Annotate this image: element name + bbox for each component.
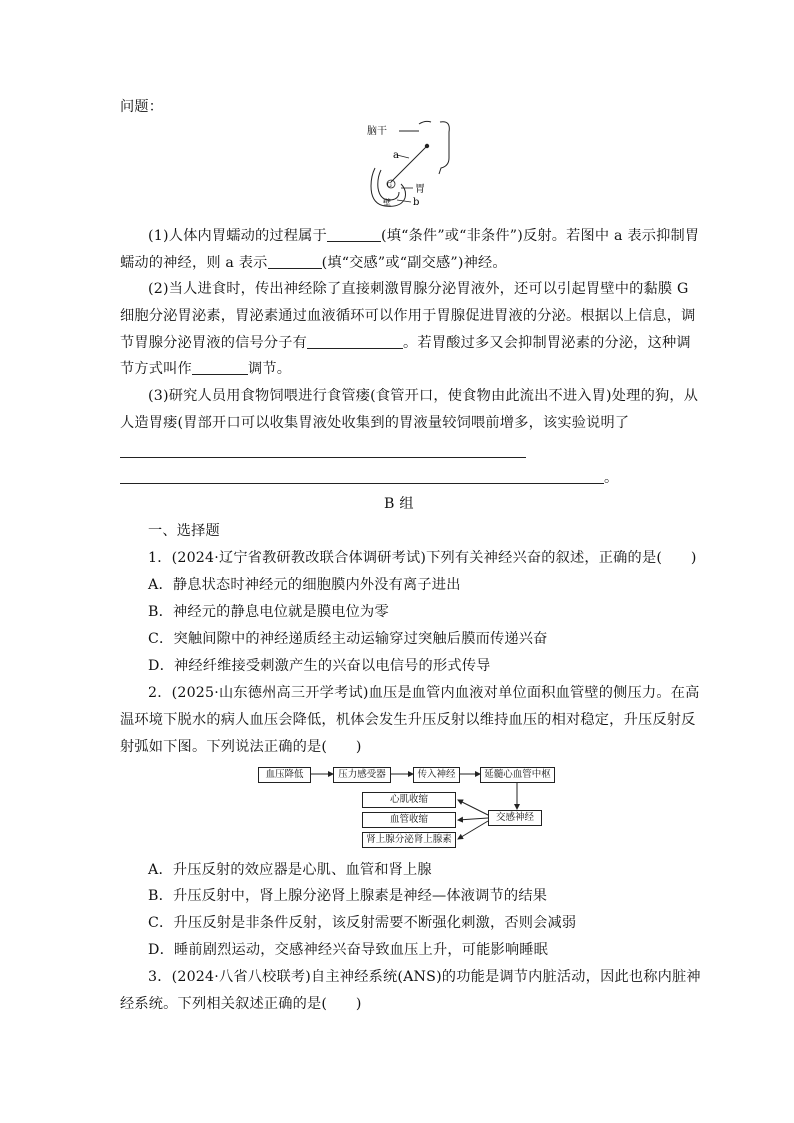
flow-node-heart-contraction: 心肌收缩 xyxy=(362,792,456,808)
mcq1-option-a[interactable]: A．静息状态时神经元的细胞膜内外没有离子进出 xyxy=(148,577,461,593)
mcq2-stem-line3: 射弧如下图。下列说法正确的是( ) xyxy=(120,739,362,755)
mcq1-option-b[interactable]: B．神经元的静息电位就是膜电位为零 xyxy=(148,604,389,620)
intro-label: 问题： xyxy=(120,99,164,115)
part-title: 一、选择题 xyxy=(148,523,220,539)
label-cell-g: G xyxy=(387,182,392,189)
answer-blank[interactable] xyxy=(268,254,322,269)
flow-node-baroreceptor: 压力感受器 xyxy=(333,767,391,783)
flow-node-medulla-center: 延髓心血管中枢 xyxy=(480,767,555,783)
mcq1-stem: 1．(2024·辽宁省教研教改联合体调研考试)下列有关神经兴奋的叙述，正确的是( ) xyxy=(148,550,697,566)
q2-line2: 细胞分泌胃泌素，胃泌素通过血液循环可以作用于胃腺促进胃液的分泌。根据以上信息，调 xyxy=(120,308,696,324)
mcq3-stem-line2: 经系统。下列相关叙述正确的是( ) xyxy=(120,996,362,1012)
section-title: B 组 xyxy=(384,496,414,512)
flow-node-sympathetic: 交感神经 xyxy=(488,810,542,826)
q3-end-mark: 。 xyxy=(604,470,619,486)
label-brainstem: 脑干 xyxy=(367,126,387,137)
stomach-nerve-diagram xyxy=(345,118,465,216)
label-nerve-a: a xyxy=(393,150,399,161)
answer-line[interactable] xyxy=(120,457,526,458)
mcq2-option-d[interactable]: D．睡前剧烈运动，交感神经兴奋导致血压上升，可能影响睡眠 xyxy=(148,942,549,958)
answer-blank[interactable] xyxy=(192,360,248,375)
flow-node-adrenal: 肾上腺分泌肾上腺素 xyxy=(362,832,456,848)
q2-line3: 节胃腺分泌胃液的信号分子有 。若胃酸过多又会抑制胃泌素的分泌，这种调 xyxy=(120,335,691,351)
mcq2-option-c[interactable]: C．升压反射是非条件反射，该反射需要不断强化刺激，否则会减弱 xyxy=(148,915,577,931)
flow-node-afferent: 传入神经 xyxy=(413,767,460,783)
q3-line1: (3)研究人员用食物饲喂进行食管瘘(食管开口，使食物由此流出不进入胃)处理的狗，从 xyxy=(148,388,699,404)
mcq2-option-b[interactable]: B．升压反射中，肾上腺分泌肾上腺素是神经—体液调节的结果 xyxy=(148,888,548,904)
answer-blank[interactable] xyxy=(307,334,403,349)
mcq1-option-d[interactable]: D．神经纤维接受刺激产生的兴奋以电信号的形式传导 xyxy=(148,658,491,674)
label-nerve-b: b xyxy=(413,197,420,208)
flow-node-vessel-constriction: 血管收缩 xyxy=(362,812,456,828)
label-stomach: 胃 xyxy=(415,184,425,195)
mcq2-stem-line2: 温环境下脱水的病人血压会降低，机体会发生升压反射以维持血压的相对稳定，升压反射反 xyxy=(120,712,696,728)
q1-line1: (1)人体内胃蠕动的过程属于 (填“条件”或“非条件”)反射。若图中 a 表示抑制胃 xyxy=(148,228,700,244)
q2-line1: (2)当人进食时，传出神经除了直接刺激胃腺分泌胃液外，还可以引起胃壁中的黏膜 G xyxy=(148,281,689,297)
q2-line4: 节方式叫作 调节。 xyxy=(120,361,292,377)
mcq1-option-c[interactable]: C．突触间隙中的神经递质经主动运输穿过突触后膜而传递兴奋 xyxy=(148,631,548,647)
label-cell-wall: 壁 xyxy=(383,198,391,207)
answer-blank[interactable] xyxy=(327,227,381,242)
mcq2-stem-line1: 2．(2025·山东德州高三开学考试)血压是血管内血液对单位面积血管壁的侧压力。在高 xyxy=(148,685,700,701)
mcq3-stem-line1: 3．(2024·八省八校联考)自主神经系统(ANS)的功能是调节内脏活动，因此也称内脏神 xyxy=(148,969,701,985)
mcq2-option-a[interactable]: A．升压反射的效应器是心肌、血管和肾上腺 xyxy=(148,862,432,878)
flow-node-bp-drop: 血压降低 xyxy=(258,767,311,783)
q1-line2: 蠕动的神经，则 a 表示 (填“交感”或“副交感”)神经。 xyxy=(120,255,507,271)
q3-line2: 人造胃瘘(胃部开口可以收集胃液处收集到的胃液量较饲喂前增多，该实验说明了 xyxy=(120,415,630,431)
answer-line[interactable] xyxy=(120,483,604,484)
